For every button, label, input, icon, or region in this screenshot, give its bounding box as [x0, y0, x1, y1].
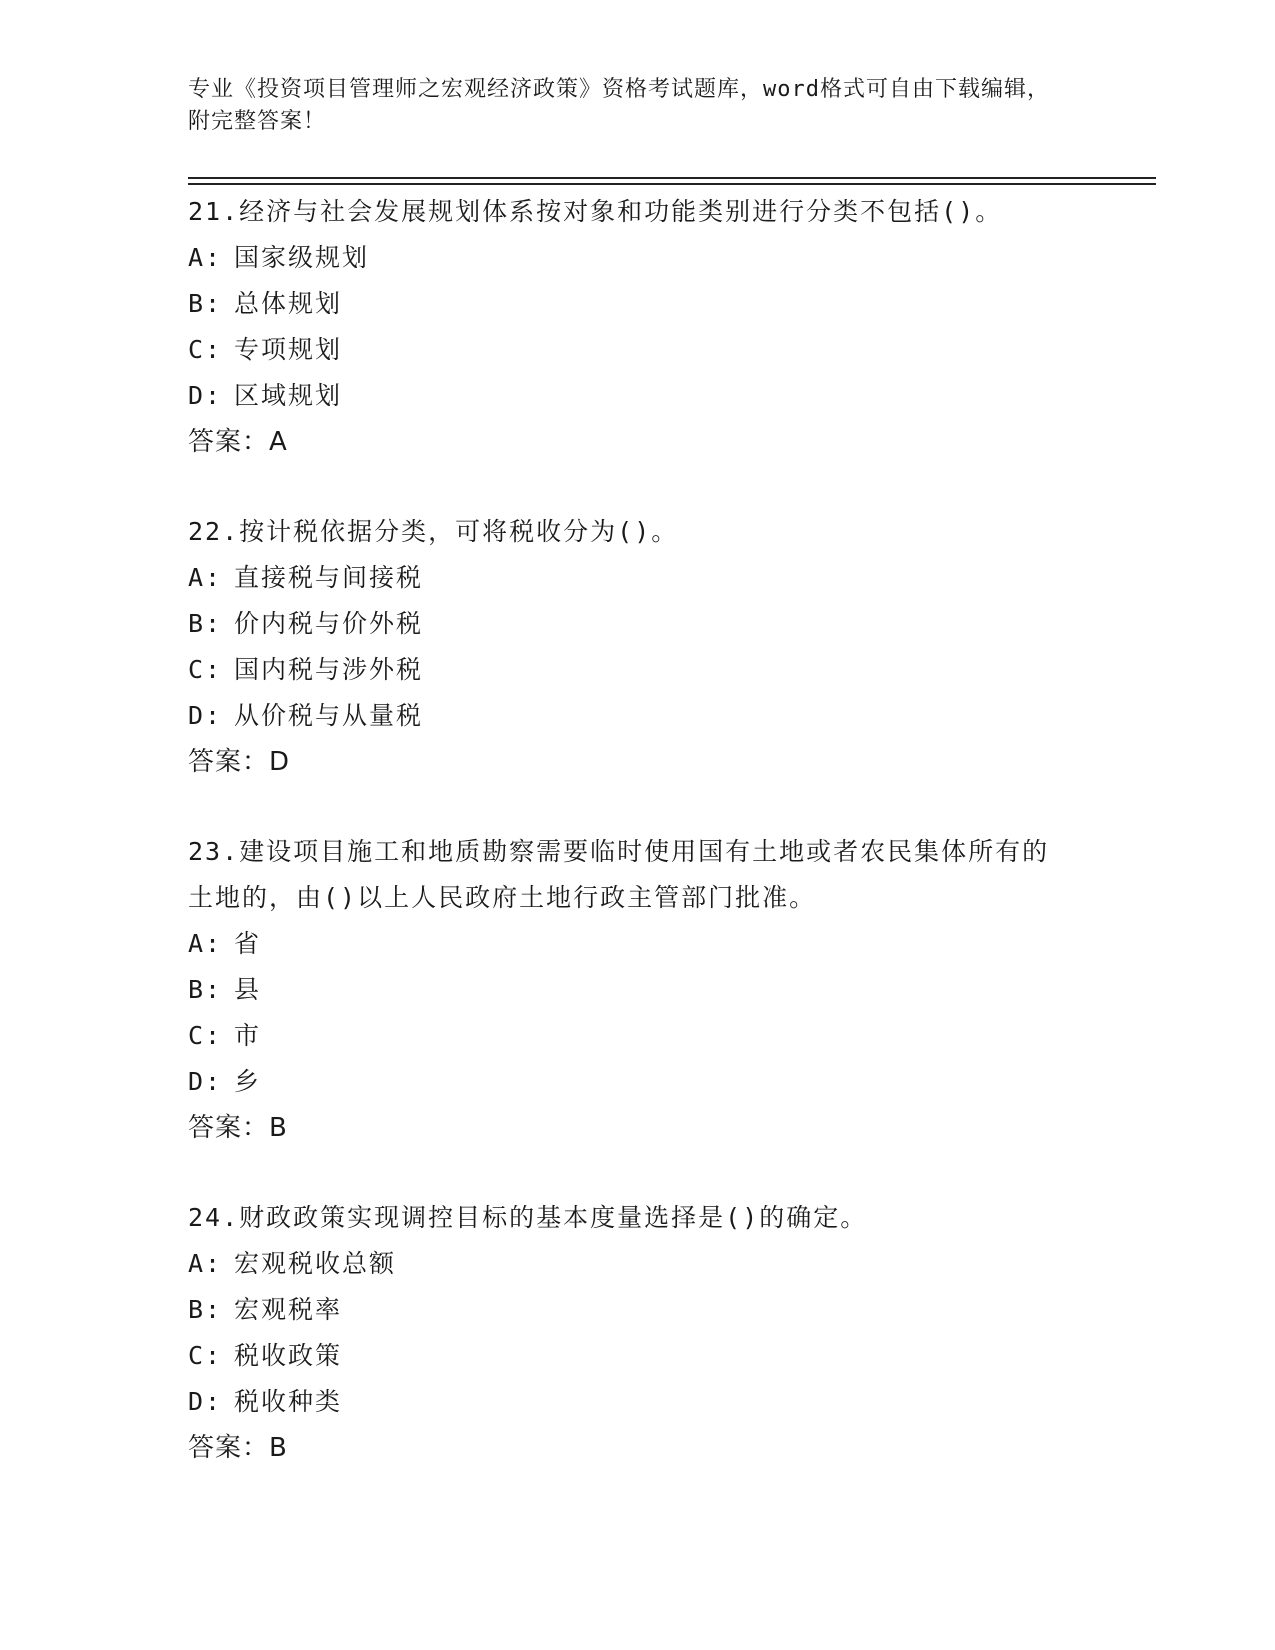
answer-line: 答案：B [188, 1113, 288, 1143]
header-divider-bottom [188, 183, 1156, 185]
option-letter: A: [188, 243, 223, 272]
option-row [188, 373, 1088, 419]
option-row [188, 921, 1088, 967]
option-letter: B: [188, 1295, 223, 1324]
option-text: 宏观税收总额 [234, 1249, 397, 1278]
option-row [188, 1379, 1088, 1425]
option-text: 区域规划 [234, 381, 343, 410]
option-letter: A: [188, 1249, 223, 1278]
option-letter: C: [188, 1341, 223, 1370]
option-text: 税收种类 [234, 1387, 343, 1416]
option-row [188, 693, 1088, 739]
option-text: 国内税与涉外税 [234, 655, 424, 684]
question-list [188, 189, 1088, 1515]
option-text: 国家级规划 [234, 243, 370, 272]
option-letter: B: [188, 975, 223, 1004]
option-letter: D: [188, 1067, 223, 1096]
document-header: 专业《投资项目管理师之宏观经济政策》资格考试题库，word格式可自由下载编辑，附完整答案！ [188, 77, 1050, 134]
option-letter: C: [188, 335, 223, 364]
option-row [188, 967, 1088, 1013]
question-stem: 22.按计税依据分类，可将税收分为()。 [188, 517, 679, 546]
option-text: 乡 [234, 1067, 262, 1096]
option-text: 市 [234, 1021, 262, 1050]
question-stem: 21.经济与社会发展规划体系按对象和功能类别进行分类不包括()。 [188, 197, 1003, 226]
option-text: 税收政策 [234, 1341, 343, 1370]
question-stem: 24.财政政策实现调控目标的基本度量选择是()的确定。 [188, 1203, 868, 1232]
option-text: 总体规划 [234, 289, 343, 318]
answer-line: 答案：A [188, 427, 288, 457]
option-text: 宏观税率 [234, 1295, 343, 1324]
option-row [188, 555, 1088, 601]
option-text: 省 [234, 929, 262, 958]
option-row [188, 281, 1088, 327]
header-divider-top [188, 177, 1156, 179]
option-row [188, 1287, 1088, 1333]
option-text: 价内税与价外税 [234, 609, 424, 638]
option-letter: B: [188, 289, 223, 318]
answer-line: 答案：D [188, 747, 291, 777]
option-letter: A: [188, 563, 223, 592]
option-row [188, 647, 1088, 693]
question-item [188, 1195, 1088, 1471]
question-item [188, 509, 1088, 785]
option-text: 县 [234, 975, 262, 1004]
option-row [188, 327, 1088, 373]
option-text: 直接税与间接税 [234, 563, 424, 592]
option-letter: D: [188, 1387, 223, 1416]
option-row [188, 1333, 1088, 1379]
option-letter: C: [188, 1021, 223, 1050]
question-stem: 23.建设项目施工和地质勘察需要临时使用国有土地或者农民集体所有的土地的，由()以上人民政府土地行政主管部门批准。 [188, 837, 1050, 912]
option-letter: B: [188, 609, 223, 638]
option-text: 专项规划 [234, 335, 343, 364]
question-item [188, 189, 1088, 465]
option-row [188, 235, 1088, 281]
option-row [188, 601, 1088, 647]
answer-line: 答案：B [188, 1433, 288, 1463]
option-letter: D: [188, 701, 223, 730]
option-letter: C: [188, 655, 223, 684]
option-row [188, 1241, 1088, 1287]
option-letter: D: [188, 381, 223, 410]
question-item [188, 829, 1088, 1151]
option-row [188, 1013, 1088, 1059]
option-letter: A: [188, 929, 223, 958]
option-row [188, 1059, 1088, 1105]
option-text: 从价税与从量税 [234, 701, 424, 730]
